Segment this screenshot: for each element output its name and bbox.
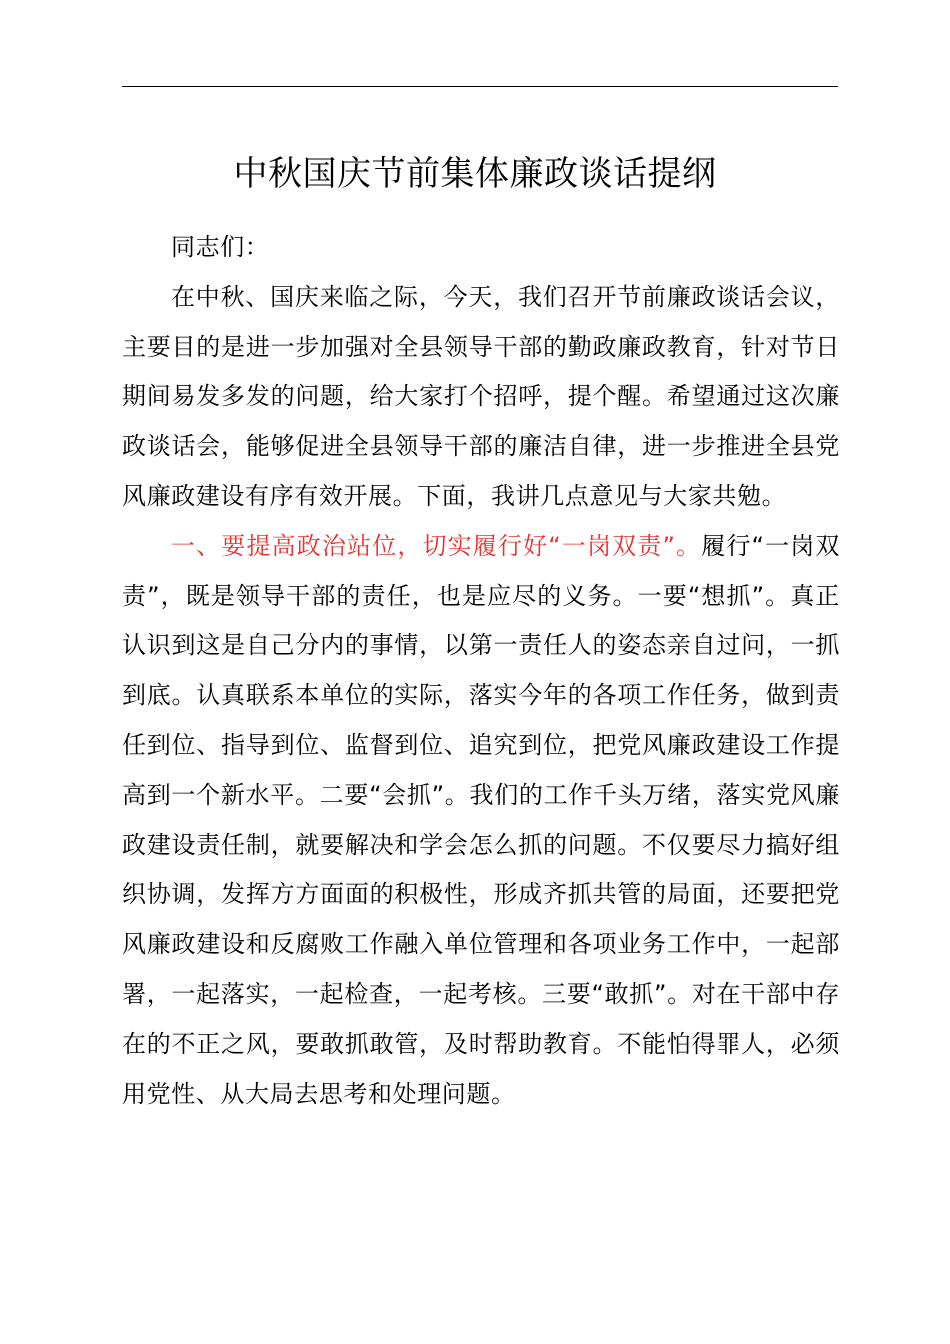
document-title: 中秋国庆节前集体廉政谈话提纲 xyxy=(233,154,717,194)
salutation: 同志们： xyxy=(171,233,270,261)
section-1-body: 履行“一岗双责”，既是领导干部的责任，也是应尽的义务。一要“想抓”。真正认识到这是自己分内的事情，以第一责任人的姿态亲自过问，一抓到底。认真联系本单位的实际，落实今年的各项工作任务，做到责任到位、指导到位、监督到位、追究到位，把党风廉政建设工作提高到一个新水平。二要“会抓”。我们的工作千头万绪，落实党风廉政建设责任制，就要解决和学会怎么抓的问题。不仅要尽力搞好组织协调，发挥方方面面的积极性，形成齐抓共管的局面，还要把党风廉政建设和反腐败工作融入单位管理和各项业务工作中，一起部署，一起落实，一起检查，一起考核。三要“敢抓”。对在干部中存在的不正之风，要敢抓敢管，及时帮助教育。不能怕得罪人，必须用党性、从大局去思考和处理问题。 xyxy=(122,531,840,1108)
document-body xyxy=(122,223,840,1119)
intro-paragraph: 在中秋、国庆来临之际，今天，我们召开节前廉政谈话会议，主要目的是进一步加强对全县领导干部的勤政廉政教育，针对节日期间易发多发的问题，给大家打个招呼，提个醒。希望通过这次廉政谈话会，能够促进全县领导干部的廉洁自律，进一步推进全县党风廉政建设有序有效开展。下面，我讲几点意见与大家共勉。 xyxy=(122,282,840,510)
header-rule xyxy=(122,86,838,87)
section-1-paragraph xyxy=(122,522,840,1120)
section-1-heading: 一、要提高政治站位，切实履行好“一岗双责”。 xyxy=(171,531,702,560)
